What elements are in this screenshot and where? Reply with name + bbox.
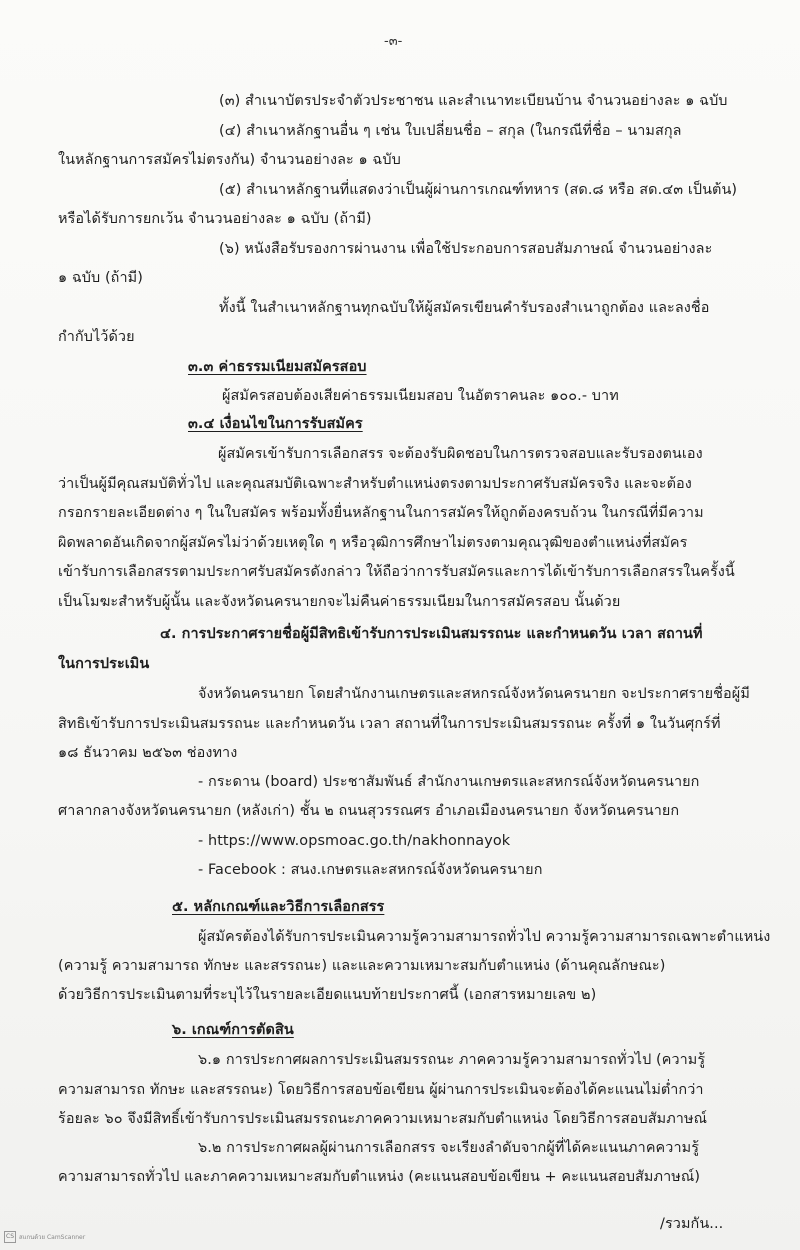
doc-item-5: (๕) สำเนาหลักฐานที่แสดงว่าเป็นผู้ผ่านการเกณฑ์ทหาร (สด.๘ หรือ สด.๔๓ เป็นต้น)	[219, 182, 738, 198]
scanner-watermark-text: สแกนด้วย CamScanner	[19, 1234, 86, 1241]
channel-board: - กระดาน (board) ประชาสัมพันธ์ สำนักงานเกษตรและสหกรณ์จังหวัดนครนายก	[198, 774, 700, 790]
section-4-heading: ๔. การประกาศรายชื่อผู้มีสิทธิเข้ารับการประเมินสมรรถนะ และกำหนดวัน เวลา สถานที่	[160, 626, 703, 642]
section-6-2-l1: ๖.๒ การประกาศผลผู้ผ่านการเลือกสรร จะเรียงลำดับจากผู้ที่ได้คะแนนภาคความรู้	[198, 1140, 700, 1156]
doc-item-3: (๓) สำเนาบัตรประจำตัวประชาชน และสำเนาทะเบียนบ้าน จำนวนอย่างละ ๑ ฉบับ	[219, 93, 728, 109]
section-4-para-l1: จังหวัดนครนายก โดยสำนักงานเกษตรและสหกรณ์จังหวัดนครนายก จะประกาศรายชื่อผู้มี	[198, 686, 750, 702]
section-3-4-heading: ๓.๔ เงื่อนไขในการรับสมัคร	[188, 416, 363, 432]
camscanner-logo-icon: CS	[4, 1231, 16, 1243]
doc-item-6: (๖) หนังสือรับรองการผ่านงาน เพื่อใช้ประกอบการสอบสัมภาษณ์ จำนวนอย่างละ	[219, 241, 713, 257]
section-6-1-l1: ๖.๑ การประกาศผลการประเมินสมรรถนะ ภาคความรู้ความสามารถทั่วไป (ความรู้	[198, 1052, 706, 1068]
section-6-1-l2: ความสามารถ ทักษะ และสรรถนะ) โดยวิธีการสอบข้อเขียน ผู้ผ่านการประเมินจะต้องได้คะแนนไม่ต่ำกว่า	[58, 1082, 704, 1098]
section-4-para-l2: สิทธิเข้ารับการประเมินสมรรถนะ และกำหนดวัน เวลา สถานที่ในการประเมินสมรรถนะ ครั้งที่ ๑ ในวันศุกร์ที่	[58, 716, 721, 732]
certification-note-cont: กำกับไว้ด้วย	[58, 329, 135, 345]
page-number: -๓-	[384, 34, 403, 49]
doc-item-4: (๔) สำเนาหลักฐานอื่น ๆ เช่น ใบเปลี่ยนชื่อ – สกุล (ในกรณีที่ชื่อ – นามสกุล	[219, 123, 682, 139]
section-3-3-text: ผู้สมัครสอบต้องเสียค่าธรรมเนียมสอบ ในอัตราคนละ ๑๐๐.- บาท	[222, 388, 619, 404]
section-3-4-para-l4: ผิดพลาดอันเกิดจากผู้สมัครไม่ว่าด้วยเหตุใด ๆ หรือวุฒิการศึกษาไม่ตรงตามคุณวุฒิของตำแหน่งที่สมัคร	[58, 535, 688, 551]
doc-item-6-cont: ๑ ฉบับ (ถ้ามี)	[58, 270, 143, 286]
channel-website: - https://www.opsmoac.go.th/nakhonnayok	[198, 833, 511, 849]
scanner-watermark	[4, 1231, 85, 1243]
section-5-para-l1: ผู้สมัครต้องได้รับการประเมินความรู้ความสามารถทั่วไป ความรู้ความสามารถเฉพาะตำแหน่ง	[198, 929, 771, 945]
section-5-para-l2: (ความรู้ ความสามารถ ทักษะ และสรรถนะ) และและความเหมาะสมกับตำแหน่ง (ด้านคุณลักษณะ)	[58, 958, 666, 974]
section-3-4-para-l5: เข้ารับการเลือกสรรตามประกาศรับสมัครดังกล่าว ให้ถือว่าการรับสมัครและการได้เข้ารับการเลือกสรรในครั้งนี้	[58, 564, 735, 580]
channel-board-cont: ศาลากลางจังหวัดนครนายก (หลังเก่า) ชั้น ๒ ถนนสุวรรณศร อำเภอเมืองนครนายก จังหวัดนครนายก	[58, 803, 680, 819]
section-4-heading-cont: ในการประเมิน	[58, 656, 150, 672]
section-3-4-para-l2: ว่าเป็นผู้มีคุณสมบัติทั่วไป และคุณสมบัติเฉพาะสำหรับตำแหน่งตรงตามประกาศรับสมัครจริง และจะต้อง	[58, 476, 692, 492]
section-4-para-l3: ๑๘ ธันวาคม ๒๕๖๓ ช่องทาง	[58, 745, 238, 761]
section-3-4-para-l6: เป็นโมฆะสำหรับผู้นั้น และจังหวัดนครนายกจะไม่คืนค่าธรรมเนียมในการสมัครสอบ นั้นด้วย	[58, 594, 621, 610]
doc-item-4-cont: ในหลักฐานการสมัครไม่ตรงกัน) จำนวนอย่างละ ๑ ฉบับ	[58, 152, 401, 168]
section-3-4-para-l3: กรอกรายละเอียดต่าง ๆ ในใบสมัคร พร้อมทั้งยื่นหลักฐานในการสมัครให้ถูกต้องครบถ้วน ในกรณีที่มีความ	[58, 505, 704, 521]
continuation-marker: /รวมกัน...	[660, 1216, 724, 1232]
section-5-para-l3: ด้วยวิธีการประเมินตามที่ระบุไว้ในรายละเอียดแนบท้ายประกาศนี้ (เอกสารหมายเลข ๒)	[58, 987, 597, 1003]
section-5-heading: ๕. หลักเกณฑ์และวิธีการเลือกสรร	[172, 899, 385, 915]
section-3-3-heading: ๓.๓ ค่าธรรมเนียมสมัครสอบ	[188, 359, 367, 375]
channel-facebook: - Facebook : สนง.เกษตรและสหกรณ์จังหวัดนครนายก	[198, 862, 543, 878]
section-3-4-para-l1: ผู้สมัครเข้ารับการเลือกสรร จะต้องรับผิดชอบในการตรวจสอบและรับรองตนเอง	[218, 446, 703, 462]
doc-item-5-cont: หรือได้รับการยกเว้น จำนวนอย่างละ ๑ ฉบับ (ถ้ามี)	[58, 211, 372, 227]
section-6-heading: ๖. เกณฑ์การตัดสิน	[172, 1022, 294, 1038]
section-6-2-l2: ความสามารถทั่วไป และภาคความเหมาะสมกับตำแหน่ง (คะแนนสอบข้อเขียน + คะแนนสอบสัมภาษณ์)	[58, 1169, 701, 1185]
certification-note: ทั้งนี้ ในสำเนาหลักฐานทุกฉบับให้ผู้สมัครเขียนคำรับรองสำเนาถูกต้อง และลงชื่อ	[219, 300, 710, 316]
section-6-1-l3: ร้อยละ ๖๐ จึงมีสิทธิ์เข้ารับการประเมินสมรรถนะภาคความเหมาะสมกับตำแหน่ง โดยวิธีการสอบสัมภาษณ์	[58, 1111, 708, 1127]
